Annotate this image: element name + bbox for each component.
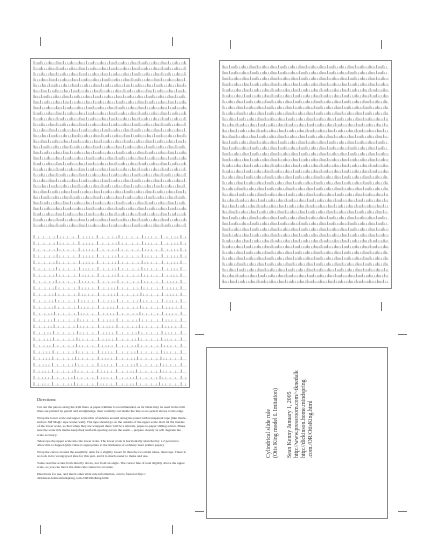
crop-mark <box>40 37 41 46</box>
crop-mark <box>172 37 173 46</box>
lower-scale-ticks <box>31 59 189 387</box>
crop-mark <box>230 302 231 311</box>
crop-mark <box>195 511 204 512</box>
upper-scale-ticks <box>220 61 391 288</box>
crop-mark <box>195 334 204 335</box>
upper-scale-strip <box>219 60 392 289</box>
crop-mark <box>398 511 407 512</box>
crop-mark <box>172 525 173 534</box>
crop-mark <box>230 40 231 49</box>
lower-scale-strip <box>30 58 190 388</box>
crop-mark <box>398 334 407 335</box>
crop-mark <box>40 525 41 534</box>
crop-mark <box>381 302 382 311</box>
crop-mark <box>381 40 382 49</box>
